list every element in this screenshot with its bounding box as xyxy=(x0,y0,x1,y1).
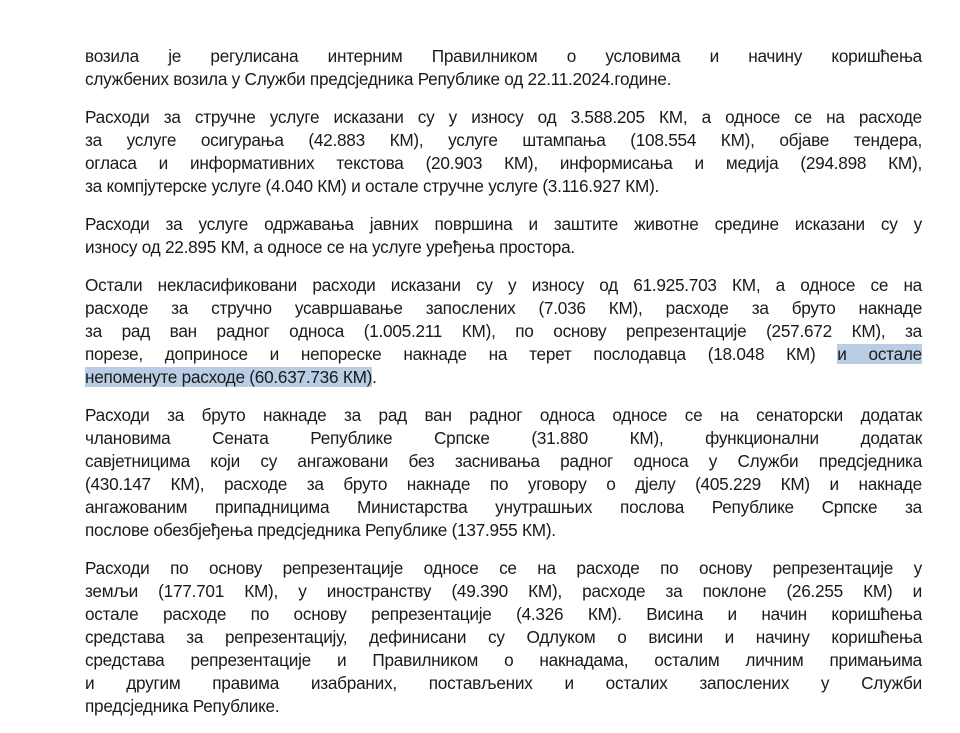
paragraph-professional-services xyxy=(85,106,922,198)
text-line: средстава за репрезентацију, дефинисани су Одлуком о висини и начину коришћења xyxy=(85,627,922,647)
paragraph-gross-compensation xyxy=(85,404,922,542)
text-line: Расходи за услуге одржавања јавних површина и заштите животне средине исказани су у xyxy=(85,214,922,234)
text-line: послове обезбјеђења предсједника Републике (137.955 КМ). xyxy=(85,520,556,540)
text-line: износу од 22.895 КМ, а односе се на услуге уређења простора. xyxy=(85,237,575,257)
text-line: средстава репрезентације и Правилником о накнадама, осталим личним примањима xyxy=(85,650,922,670)
text-line: расходе за стручно усавршавање запослених (7.036 КМ), расходе за бруто накнаде xyxy=(85,298,922,318)
text-plain: порезе, доприносе и непореске накнаде на терет послодавца (18.048 КМ) xyxy=(85,344,838,364)
text-line: (430.147 КМ), расходе за бруто накнаде по уговору о дјелу (405.229 КМ) и накнаде xyxy=(85,474,922,494)
text-line xyxy=(85,343,922,366)
paragraph-representation-expenses xyxy=(85,557,922,718)
text-selection-highlight[interactable]: и остале xyxy=(837,344,922,364)
text-plain: . xyxy=(372,367,377,387)
text-line: савјетницима који су ангажовани без заснивања радног односа у Служби предсједника xyxy=(85,451,922,471)
text-line xyxy=(85,366,922,389)
text-line: за услуге осигурања (42.883 КМ), услуге штампања (108.554 КМ), објаве тендера, xyxy=(85,130,922,150)
text-line: службених возила у Служби предсједника Републике од 22.11.2024.године. xyxy=(85,69,672,89)
text-line: за компјутерске услуге (4.040 КМ) и остале стручне услуге (3.116.927 КМ). xyxy=(85,176,660,196)
text-line: члановима Сената Републике Српске (31.880 КМ), функционални додатак xyxy=(85,428,922,448)
text-line: предсједника Републике. xyxy=(85,696,280,716)
text-line: возила је регулисана интерним Правилником о условима и начину коришћења xyxy=(85,46,922,66)
text-line: земљи (177.701 КМ), у иностранству (49.390 КМ), расходе за поклоне (26.255 КМ) и xyxy=(85,581,922,601)
document-page xyxy=(85,45,922,733)
paragraph-public-areas-maintenance xyxy=(85,213,922,259)
text-line: остале расходе по основу репрезентације (4.326 КМ). Висина и начин коришћења xyxy=(85,604,922,624)
text-line: Расходи за стручне услуге исказани су у износу од 3.588.205 КМ, а односе се на расходе xyxy=(85,107,922,127)
text-line: Остали некласификовани расходи исказани су у износу од 61.925.703 КМ, а односе се на xyxy=(85,275,922,295)
text-line: ангажованим припадницима Министарства унутрашњих послова Републике Српске за xyxy=(85,497,922,517)
text-line: и другим правима изабраних, постављених и осталих запослених у Служби xyxy=(85,673,922,693)
text-line: за рад ван радног односа (1.005.211 КМ), по основу репрезентације (257.672 КМ), за xyxy=(85,321,922,341)
paragraph-vehicles-regulation xyxy=(85,45,922,91)
text-line: Расходи по основу репрезентације односе се на расходе по основу репрезентације у xyxy=(85,558,922,578)
text-selection-highlight[interactable]: непоменуте расходе (60.637.736 КМ) xyxy=(85,367,373,387)
text-line: Расходи за бруто накнаде за рад ван радног односа односе се на сенаторски додатак xyxy=(85,405,922,425)
text-line: огласа и информативних текстова (20.903 КМ), информисања и медија (294.898 КМ), xyxy=(85,153,922,173)
paragraph-other-unclassified-expenses xyxy=(85,274,922,389)
